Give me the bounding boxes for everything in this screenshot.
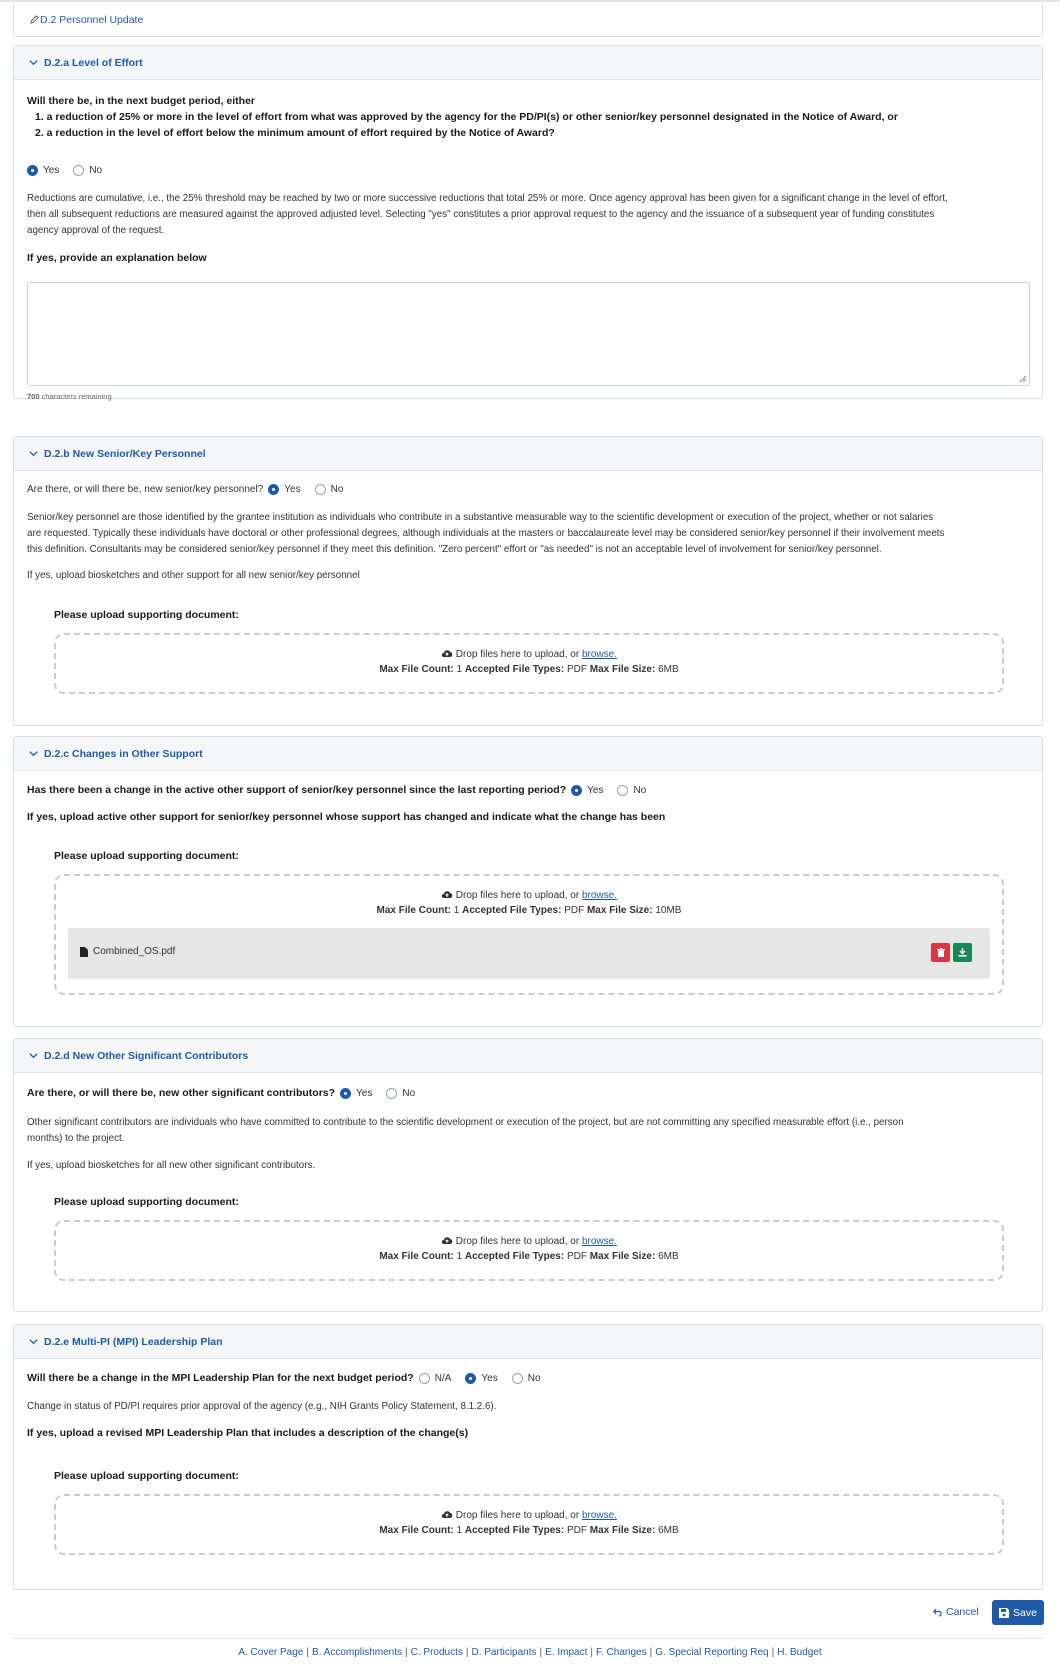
footer-separator: |	[590, 1646, 593, 1658]
browse-link[interactable]: browse.	[581, 1236, 617, 1247]
cloud-upload-icon	[441, 648, 453, 658]
panel-title: D.2.a Level of Effort	[44, 56, 143, 69]
radio-na[interactable]	[419, 1373, 430, 1384]
panel-title: D.2.b New Senior/Key Personnel	[44, 447, 206, 460]
max-count-value: 1	[456, 1525, 463, 1536]
question-item-1: 1. a reduction of 25% or more in the level of effort from what was approved by the agency for the PD/PI(s) or other senior/key personnel designated in the Notice of Award, or	[35, 111, 898, 123]
radio-yes-label: Yes	[481, 1372, 498, 1384]
question-text: Are there, or will there be, new senior/key personnel?	[27, 484, 264, 495]
delete-file-button[interactable]	[931, 943, 950, 962]
file-dropzone[interactable]	[54, 874, 1004, 995]
panel-header-new-other-contributors[interactable]	[14, 1039, 1042, 1073]
save-label: Save	[1013, 1606, 1037, 1619]
section-title-panel	[13, 3, 1043, 37]
dropzone-limits	[56, 905, 1002, 916]
radio-yes[interactable]	[27, 165, 38, 176]
note-line-3: agency approval of the request.	[27, 225, 165, 236]
radio-yes[interactable]	[571, 785, 582, 796]
radio-no-label: No	[330, 484, 344, 495]
footer-link-budget[interactable]: H. Budget	[777, 1646, 822, 1658]
file-dropzone[interactable]	[54, 1220, 1004, 1281]
footer-separator: |	[539, 1646, 543, 1658]
dropzone-text-row	[56, 889, 1002, 901]
radio-no-label: No	[633, 784, 647, 796]
page-title: D.2 Personnel Update	[40, 13, 144, 26]
dropzone-text-row	[56, 648, 1002, 660]
question-row-mpi-leadership-plan	[27, 1372, 541, 1384]
file-icon	[80, 947, 88, 957]
question-text: Has there been a change in the active other support of senior/key personnel since the last reporting period?	[27, 784, 567, 796]
radio-no-label: No	[402, 1087, 416, 1099]
chevron-down-icon	[28, 448, 39, 459]
browse-link[interactable]: browse.	[581, 890, 617, 901]
dropzone-text: Drop files here to upload, or	[455, 890, 580, 901]
radio-yes[interactable]	[465, 1373, 476, 1384]
dropzone-text: Drop files here to upload, or	[455, 1236, 580, 1247]
footer-link-products[interactable]: C. Products	[410, 1646, 463, 1658]
trash-icon	[937, 948, 945, 957]
footer-separator: |	[465, 1646, 469, 1658]
radio-yes[interactable]	[268, 484, 279, 495]
radio-no[interactable]	[386, 1088, 397, 1099]
explanation-label: If yes, provide an explanation below	[27, 252, 207, 264]
browse-link[interactable]: browse.	[581, 1510, 617, 1521]
chars-count: 700	[27, 392, 40, 401]
dropzone-limits	[56, 1525, 1002, 1536]
max-count-label: Max File Count:	[379, 664, 454, 675]
upload-hint: If yes, upload biosketches and other support for all new senior/key personnel	[27, 570, 360, 581]
note-line-1: Other significant contributors are individuals who have committed to contribute to the scientific development or execution of the project, but are not committing any specified measurable effort (i.e., person	[27, 1117, 904, 1128]
download-icon	[958, 948, 967, 957]
panel-title: D.2.c Changes in Other Support	[44, 747, 203, 760]
question-intro: Will there be, in the next budget period, either	[27, 95, 256, 107]
max-count-value: 1	[456, 1251, 463, 1262]
resize-handle-icon[interactable]	[1019, 375, 1027, 383]
file-types-value: PDF	[566, 1525, 587, 1536]
radio-yes-label: Yes	[284, 484, 301, 495]
dropzone-text: Drop files here to upload, or	[455, 1510, 580, 1521]
question-text: Will there be a change in the MPI Leadership Plan for the next budget period?	[27, 1372, 414, 1384]
max-count-label: Max File Count:	[379, 1525, 454, 1536]
undo-icon	[933, 1608, 943, 1617]
footer-separator: |	[771, 1646, 775, 1658]
chevron-down-icon	[28, 57, 39, 68]
note-line-2: are requested. Typically these individuals have doctoral or other professional degrees, although individuals at the masters or baccalaureate level may be considered senior/key personnel if their involvement meets	[27, 528, 945, 539]
footer-link-special-reporting[interactable]: G. Special Reporting Req	[655, 1646, 769, 1658]
chevron-down-icon	[28, 1050, 39, 1061]
top-border	[0, 0, 1060, 2]
upload-label: Please upload supporting document:	[54, 1470, 239, 1482]
upload-hint: If yes, upload biosketches for all new other significant contributors.	[27, 1160, 316, 1171]
download-file-button[interactable]	[953, 943, 972, 962]
file-types-label: Accepted File Types:	[464, 664, 565, 675]
dropzone-limits	[56, 664, 1002, 675]
radio-no-label: No	[527, 1372, 541, 1384]
uploaded-file-row	[68, 928, 990, 979]
max-size-value: 6MB	[658, 1525, 679, 1536]
note-line-1: Change in status of PD/PI requires prior approval of the agency (e.g., NIH Grants Policy Statement, 8.1.2.6).	[27, 1401, 497, 1412]
cancel-label: Cancel	[946, 1606, 979, 1618]
floppy-disk-icon	[999, 1608, 1009, 1618]
panel-title: D.2.e Multi-PI (MPI) Leadership Plan	[44, 1335, 223, 1348]
question-text: Are there, or will there be, new other significant contributors?	[27, 1087, 336, 1099]
file-name: Combined_OS.pdf	[93, 946, 176, 957]
footer-separator: |	[306, 1646, 309, 1658]
upload-label: Please upload supporting document:	[54, 850, 239, 862]
note-line-2: months) to the project.	[27, 1133, 125, 1144]
file-types-value: PDF	[564, 905, 585, 916]
panel-header-changes-other-support[interactable]	[14, 737, 1042, 771]
chevron-down-icon	[28, 1336, 39, 1347]
file-types-label: Accepted File Types:	[464, 1251, 565, 1262]
question-row-changes-other-support	[27, 784, 646, 796]
radio-no[interactable]	[512, 1373, 523, 1384]
max-size-value: 6MB	[658, 1251, 679, 1262]
radio-yes[interactable]	[340, 1088, 351, 1099]
upload-label: Please upload supporting document:	[54, 1196, 239, 1208]
question-item-2: 2. a reduction in the level of effort below the minimum amount of effort required by the Notice of Award?	[35, 127, 555, 139]
file-dropzone[interactable]	[54, 1494, 1004, 1555]
radio-no[interactable]	[617, 785, 628, 796]
max-size-label: Max File Size:	[586, 905, 653, 916]
panel-header-mpi-leadership-plan[interactable]	[14, 1325, 1042, 1359]
max-count-value: 1	[453, 905, 460, 916]
max-size-label: Max File Size:	[589, 1251, 656, 1262]
dropzone-limits	[56, 1251, 1002, 1262]
note-line-1: Senior/key personnel are those identified by the grantee institution as individuals who contribute in a substantive measurable way to the scientific development or execution of the project, whether or not salaries	[27, 512, 934, 523]
question-row-new-other-contributors	[27, 1087, 415, 1099]
dropzone-text-row	[56, 1509, 1002, 1521]
upload-label: Please upload supporting document:	[54, 609, 239, 621]
max-size-label: Max File Size:	[589, 664, 656, 675]
footer-link-cover-page[interactable]: A. Cover Page	[238, 1646, 304, 1658]
file-types-value: PDF	[566, 664, 587, 675]
cloud-upload-icon	[441, 1235, 453, 1245]
explanation-textarea[interactable]	[27, 282, 1030, 386]
question-row-new-senior-key	[27, 484, 343, 495]
save-button[interactable]	[992, 1600, 1044, 1625]
radio-no[interactable]	[73, 165, 84, 176]
cancel-button[interactable]	[933, 1606, 979, 1618]
chars-remaining	[27, 392, 112, 401]
max-count-value: 1	[456, 664, 463, 675]
browse-link[interactable]: browse.	[581, 649, 617, 660]
footer-link-changes[interactable]: F. Changes	[595, 1646, 647, 1658]
max-size-value: 6MB	[658, 664, 679, 675]
radio-no-label: No	[89, 165, 103, 176]
file-types-label: Accepted File Types:	[462, 905, 562, 916]
file-entry	[80, 946, 175, 957]
footer-link-impact[interactable]: E. Impact	[545, 1646, 588, 1658]
cloud-upload-icon	[441, 889, 453, 899]
max-count-label: Max File Count:	[379, 1251, 454, 1262]
note-line-3: this definition. Consultants may be considered senior/key personnel if they meet this definition. "Zero percent" effort or "as needed" is not an acceptable level of involvement for senior/key personnel.	[27, 544, 882, 555]
panel-header-new-senior-key[interactable]	[14, 437, 1042, 471]
note-line-1: Reductions are cumulative, i.e., the 25% threshold may be reached by two or more successive reductions that total 25% or more. Once agency approval has been given for a significant change in the level of effort,	[27, 193, 948, 204]
dropzone-text-row	[56, 1235, 1002, 1247]
radio-na-label: N/A	[434, 1372, 452, 1384]
upload-hint: If yes, upload active other support for senior/key personnel whose support has changed and indicate what the change has been	[27, 811, 666, 823]
chevron-down-icon	[28, 748, 39, 759]
radio-yes-label: Yes	[587, 784, 604, 796]
upload-hint: If yes, upload a revised MPI Leadership Plan that includes a description of the change(s)	[27, 1427, 469, 1439]
radio-group-level-of-effort	[27, 165, 102, 176]
file-dropzone[interactable]	[54, 633, 1004, 694]
footer-separator: |	[649, 1646, 653, 1658]
footer-separator: |	[405, 1646, 408, 1658]
panel-title: D.2.d New Other Significant Contributors	[44, 1049, 249, 1062]
max-size-label: Max File Size:	[589, 1525, 656, 1536]
max-size-value: 10MB	[655, 905, 682, 916]
edit-icon	[30, 15, 39, 24]
footer-link-accomplishments[interactable]: B. Accomplishments	[311, 1646, 403, 1658]
max-count-label: Max File Count:	[376, 905, 451, 916]
footer-link-participants[interactable]: D. Participants	[471, 1646, 537, 1658]
dropzone-text: Drop files here to upload, or	[455, 649, 580, 660]
file-types-value: PDF	[566, 1251, 587, 1262]
file-types-label: Accepted File Types:	[464, 1525, 565, 1536]
radio-yes-label: Yes	[356, 1087, 373, 1099]
cloud-upload-icon	[441, 1509, 453, 1519]
note-line-2: then all subsequent reductions are measured against the approved adjusted level. Selecting "yes" constitutes a prior approval request to the agency and the issuance of a subsequent year of funding constitutes	[27, 209, 935, 220]
footer-nav	[0, 1645, 1060, 1659]
radio-yes-label: Yes	[43, 165, 60, 176]
panel-header-level-of-effort[interactable]	[14, 46, 1042, 80]
radio-no[interactable]	[315, 484, 326, 495]
chars-text: characters remaining	[41, 392, 112, 401]
footer-divider	[13, 1638, 1043, 1639]
